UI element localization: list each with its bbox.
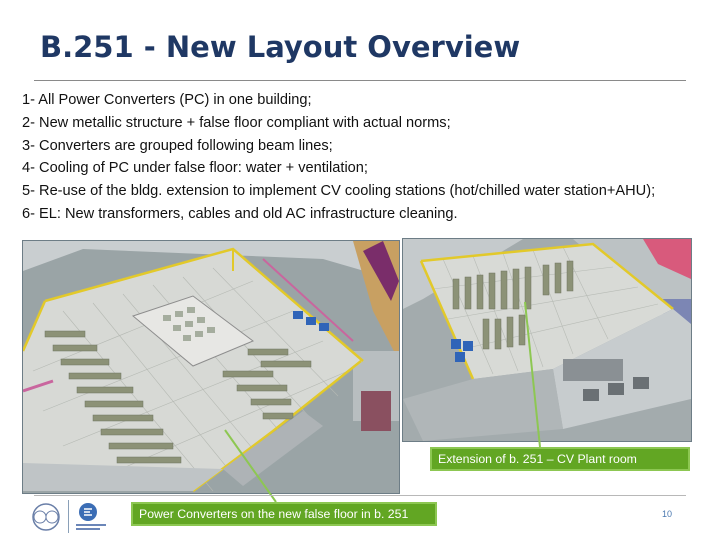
bullet-item: 3- Converters are grouped following beam lines; — [22, 137, 333, 154]
caption-cv-plant-room: Extension of b. 251 – CV Plant room — [430, 447, 690, 471]
logo-separator — [68, 500, 69, 533]
bullet-item: 6- EL: New transformers, cables and old AC infrastructure cleaning. — [22, 205, 458, 222]
en-department-logo — [74, 500, 114, 539]
bullet-item: 2- New metallic structure + false floor compliant with actual norms; — [22, 114, 451, 131]
page-number: 10 — [662, 509, 673, 519]
slide-title: B.251 - New Layout Overview — [40, 30, 521, 64]
caption-power-converters: Power Converters on the new false floor in b. 251 — [131, 502, 437, 526]
bullet-item: 5- Re-use of the bldg. extension to implement CV cooling stations (hot/chilled water station+AHU); — [22, 183, 656, 200]
bullet-item: 1- All Power Converters (PC) in one building; — [22, 92, 312, 108]
bullet-item: 4- Cooling of PC under false floor: water + ventilation; — [22, 160, 368, 177]
cern-logo — [28, 500, 64, 539]
footer-divider — [34, 495, 686, 496]
